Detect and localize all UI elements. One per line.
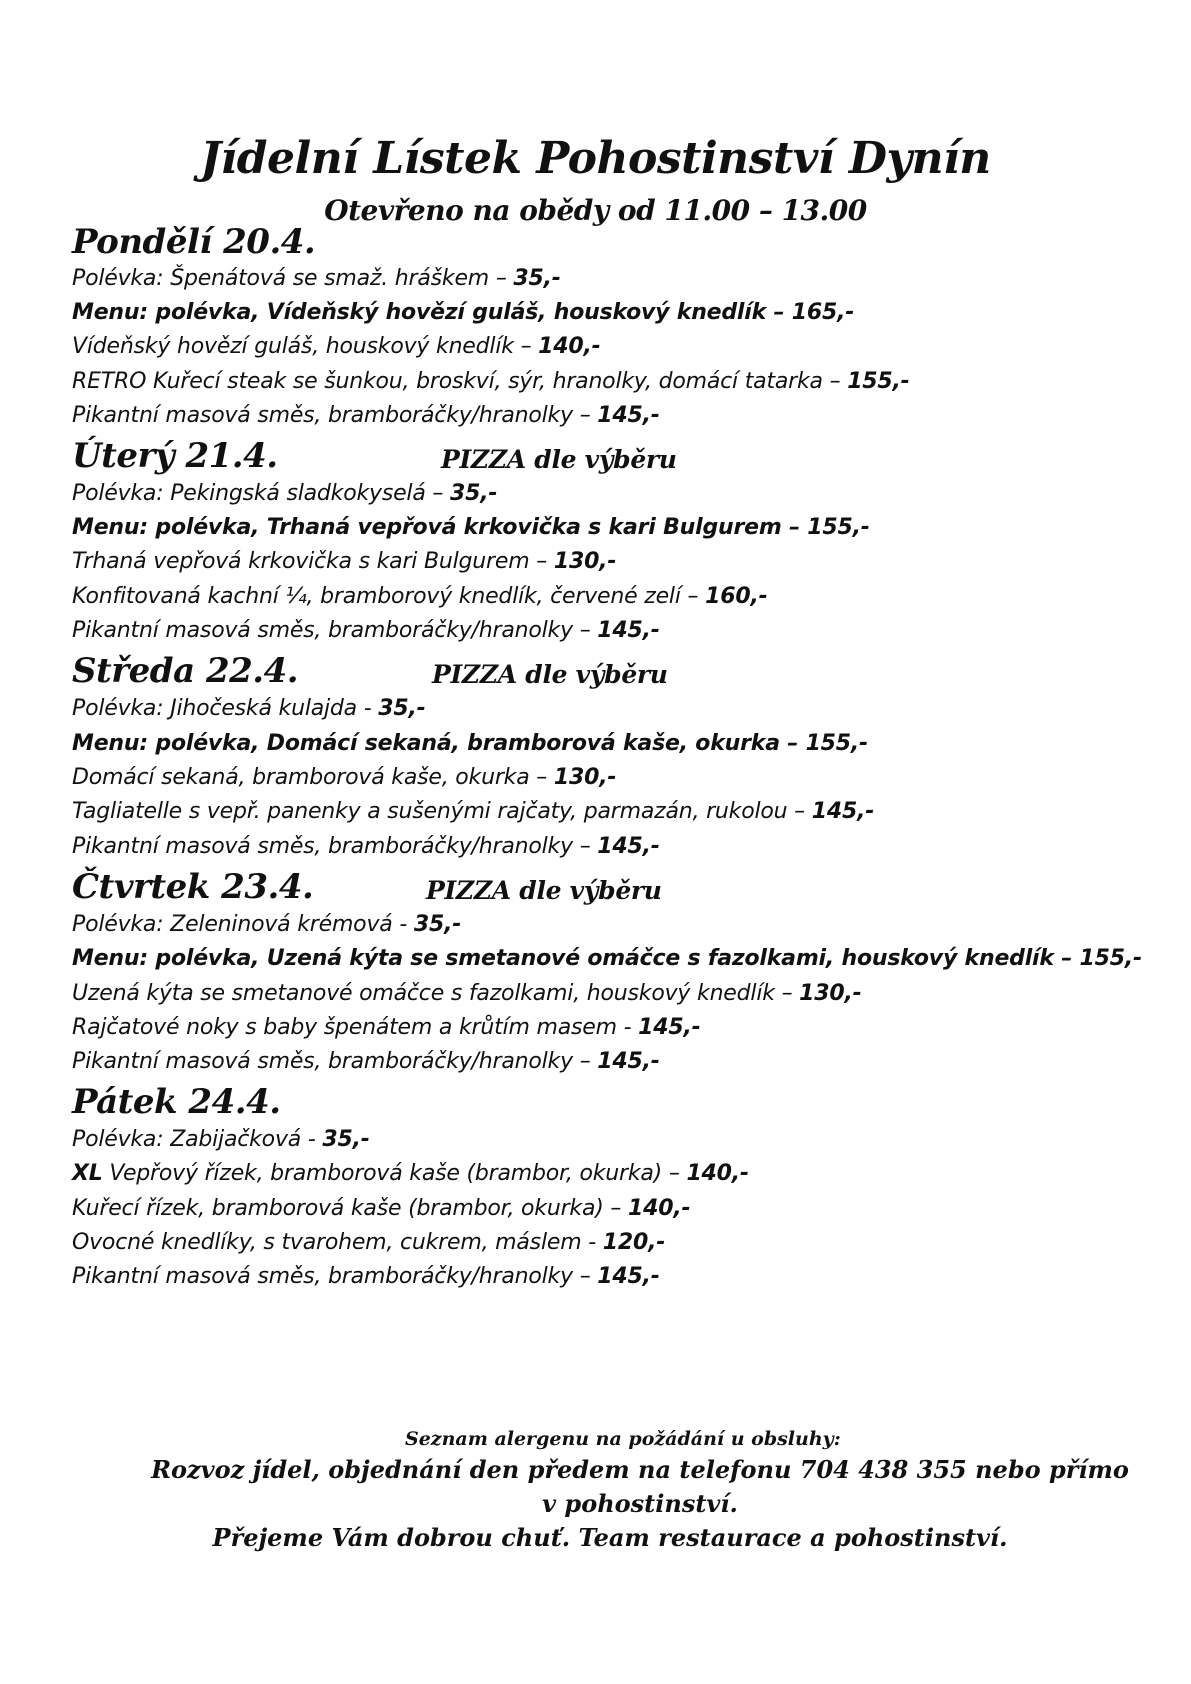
item-text: Pikantní masová směs, bramboráčky/hranolky – xyxy=(72,403,598,428)
menu-item xyxy=(72,296,1142,330)
day-name: Pondělí 20.4. xyxy=(72,222,316,262)
item-price: 165,- xyxy=(791,300,855,325)
item-price: 145,- xyxy=(597,1049,660,1074)
item-price: 35,- xyxy=(513,266,561,291)
menu-item xyxy=(72,692,1142,726)
item-text: Menu: polévka, Domácí sekaná, bramborová kaše, okurka – xyxy=(72,731,806,756)
menu-item xyxy=(72,330,1142,364)
item-text: Pikantní masová směs, bramboráčky/hranolky – xyxy=(72,834,598,859)
day-note: PIZZA dle výběru xyxy=(426,876,662,905)
item-text: Tagliatelle s vepř. panenky a sušenými rajčaty, parmazán, rukolou – xyxy=(72,799,812,824)
item-text: Menu: polévka, Trhaná vepřová krkovička s kari Bulgurem – xyxy=(72,515,808,540)
item-text: Menu: polévka, Vídeňský hovězí guláš, houskový knedlík – xyxy=(72,300,792,325)
day-heading xyxy=(72,436,1132,480)
item-text: RETRO Kuřecí steak se šunkou, broskví, sýr, hranolky, domácí tatarka – xyxy=(72,369,848,394)
menu-item xyxy=(72,262,1142,296)
item-price: 120,- xyxy=(602,1230,666,1255)
item-price: 130,- xyxy=(553,765,617,790)
item-price: 145,- xyxy=(597,834,660,859)
item-text: Menu: polévka, Uzená kýta se smetanové omáčce s fazolkami, houskový knedlík – xyxy=(72,946,1080,971)
day-note: PIZZA dle výběru xyxy=(432,660,668,689)
item-price: 145,- xyxy=(597,1264,660,1289)
item-price: 145,- xyxy=(811,799,875,824)
day-name: Čtvrtek 23.4. xyxy=(72,867,314,907)
menu-item xyxy=(72,727,1142,761)
item-text: Polévka: Jihočeská kulajda - xyxy=(72,696,379,721)
allergen-note: Seznam alergenu na požádání u obsluhy: xyxy=(405,1428,841,1450)
menu-item xyxy=(72,365,1142,399)
menu-item xyxy=(72,977,1142,1011)
menu-item xyxy=(72,399,1142,433)
day-heading xyxy=(72,651,1132,695)
day-name: Pátek 24.4. xyxy=(72,1082,281,1122)
item-price: 155,- xyxy=(847,369,910,394)
item-price: 145,- xyxy=(638,1015,701,1040)
menu-item xyxy=(72,908,1142,942)
item-text: Polévka: Zabijačková - xyxy=(72,1127,323,1152)
menu-item xyxy=(72,1226,1142,1260)
item-price: 35,- xyxy=(413,912,462,937)
item-price: 35,- xyxy=(378,696,426,721)
menu-item xyxy=(72,830,1142,864)
item-text: Ovocné knedlíky, s tvarohem, cukrem, máslem - xyxy=(72,1230,603,1255)
menu-item xyxy=(72,545,1142,579)
menu-item xyxy=(72,1192,1142,1226)
menu-item xyxy=(72,1045,1142,1079)
item-text: Trhaná vepřová krkovička s kari Bulgurem – xyxy=(72,549,554,574)
item-text: Kuřecí řízek, bramborová kaše (brambor, okurka) – xyxy=(72,1196,629,1221)
item-price: 145,- xyxy=(597,618,660,643)
item-text: Pikantní masová směs, bramboráčky/hranolky – xyxy=(72,618,598,643)
item-text: Domácí sekaná, bramborová kaše, okurka – xyxy=(72,765,554,790)
opening-hours: Otevřeno na obědy od 11.00 – 13.00 xyxy=(324,194,867,227)
menu-item xyxy=(72,1011,1142,1045)
menu-item xyxy=(72,614,1142,648)
day-name: Úterý 21.4. xyxy=(72,436,278,476)
menu-item xyxy=(72,761,1142,795)
item-text: Konfitovaná kachní ¼, bramborový knedlík, červené zelí – xyxy=(72,584,706,609)
item-text: Polévka: Pekingská sladkokyselá – xyxy=(72,481,451,506)
item-price: 145,- xyxy=(597,403,660,428)
item-text: Polévka: Špenátová se smaž. hráškem – xyxy=(72,266,514,291)
day-note: PIZZA dle výběru xyxy=(441,445,677,474)
day-heading xyxy=(72,1082,1132,1126)
menu-item xyxy=(72,1157,1142,1191)
day-heading xyxy=(72,222,1132,266)
menu-item xyxy=(72,942,1142,976)
item-price: 155,- xyxy=(807,515,870,540)
item-price: 155,- xyxy=(1079,946,1142,971)
item-text: Pikantní masová směs, bramboráčky/hranolky – xyxy=(72,1264,598,1289)
menu-item xyxy=(72,795,1142,829)
item-price: 35,- xyxy=(450,481,498,506)
item-price: 140,- xyxy=(538,334,601,359)
item-price: 140,- xyxy=(686,1161,749,1186)
page-title: Jídelní Lístek Pohostinství Dynín xyxy=(200,133,991,184)
item-price: 130,- xyxy=(553,549,617,574)
item-price: 140,- xyxy=(628,1196,691,1221)
item-price: 35,- xyxy=(322,1127,370,1152)
item-text: Polévka: Zeleninová krémová - xyxy=(72,912,414,937)
item-price: 155,- xyxy=(805,731,868,756)
item-text: Vídeňský hovězí guláš, houskový knedlík – xyxy=(72,334,539,359)
menu-item xyxy=(72,1123,1142,1157)
item-text: Rajčatové noky s baby špenátem a krůtím masem - xyxy=(72,1015,639,1040)
day-name: Středa 22.4. xyxy=(72,651,299,691)
item-text: Uzená kýta se smetanové omáčce s fazolkami, houskový knedlík – xyxy=(72,981,800,1006)
item-text: Pikantní masová směs, bramboráčky/hranolky – xyxy=(72,1049,598,1074)
item-text: Vepřový řízek, bramborová kaše (brambor, okurka) – xyxy=(102,1161,687,1186)
menu-item xyxy=(72,580,1142,614)
menu-item xyxy=(72,477,1142,511)
menu-item xyxy=(72,511,1142,545)
item-price: 130,- xyxy=(799,981,862,1006)
day-heading xyxy=(72,867,1132,911)
delivery-note: Rozvoz jídel, objednání den předem na telefonu 704 438 355 nebo přímo v pohostinství. xyxy=(151,1455,1129,1518)
closing-wish: Přejeme Vám dobrou chuť. Team restaurace a pohostinství. xyxy=(212,1523,1008,1552)
item-price: 160,- xyxy=(705,584,768,609)
menu-item xyxy=(72,1260,1142,1294)
item-prefix: XL xyxy=(72,1161,103,1186)
